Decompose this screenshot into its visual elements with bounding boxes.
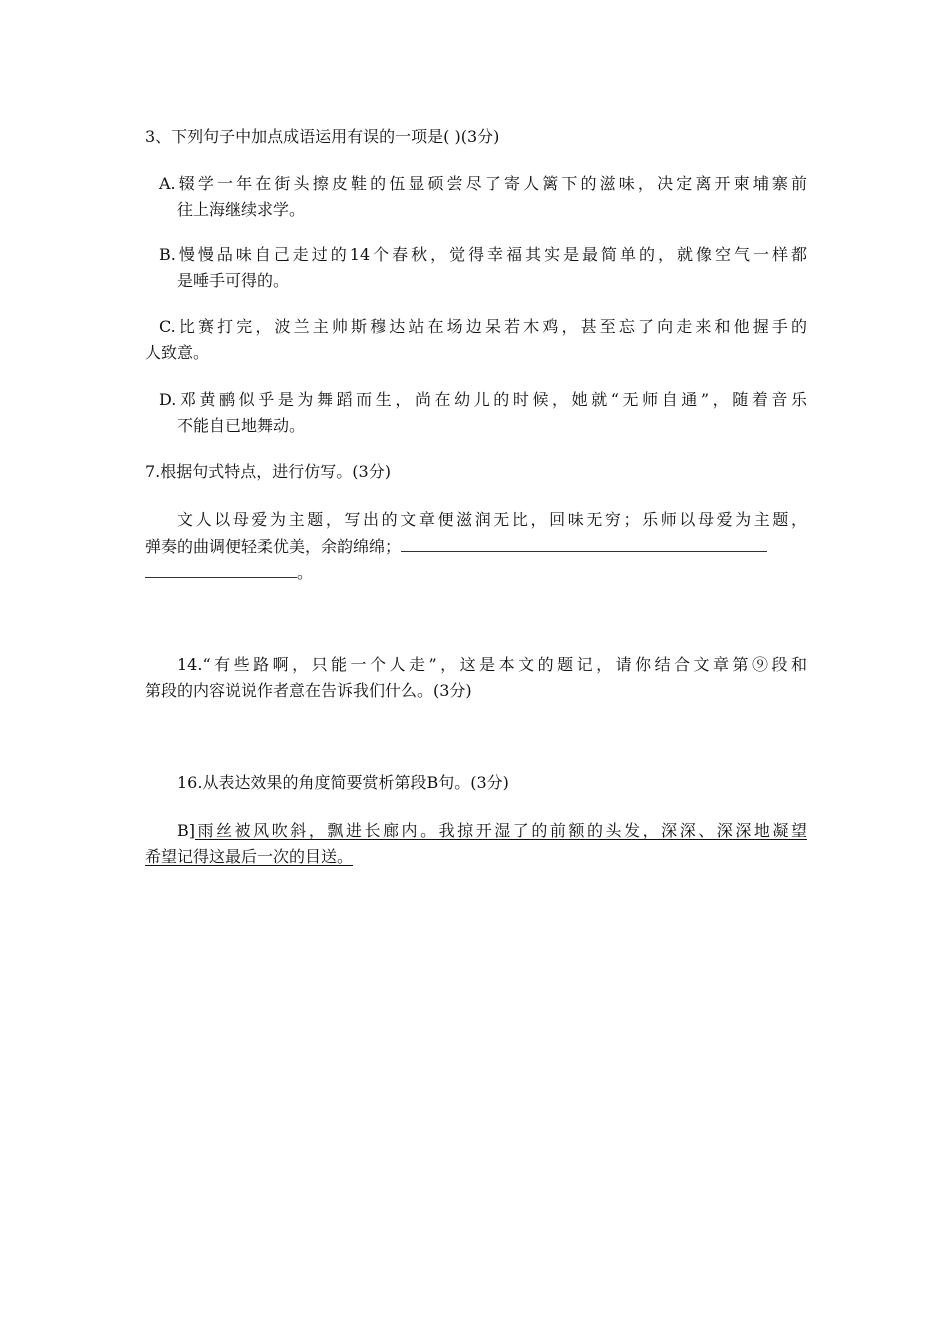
option-c: [145, 314, 807, 366]
question-16-quote-line-1: [145, 818, 807, 844]
option-d-line-2: 不能自已地舞动。: [177, 416, 306, 435]
question-7-body-text: 弹奏的曲调便轻柔优美，余韵绵绵；: [145, 537, 402, 556]
question-14: [145, 652, 807, 704]
question-16: [145, 770, 807, 796]
question-3: [145, 124, 807, 150]
question-7-stem: 7.根据句式特点，进行仿写。(3分): [145, 462, 391, 481]
question-14-line-2: 第段的内容说说作者意在告诉我们什么。(3分): [145, 681, 472, 700]
question-7-body-line-2: [145, 533, 807, 559]
option-a-line-1: A.辍学一年在街头擦皮鞋的伍显硕尝尽了寄人篱下的滋味，决定离开柬埔寨前: [159, 174, 807, 193]
exam-page: [145, 0, 807, 1344]
quote-sentence-b: 雨丝被风吹斜，飘进长廊内。我掠开湿了的前额的头发，深深、深深地凝望: [195, 821, 807, 840]
option-c-line-1: C.比赛打完，波兰主帅斯穆达站在场边呆若木鸡，甚至忘了向走来和他握手的: [159, 317, 807, 336]
option-a: [145, 171, 807, 223]
answer-blank-2[interactable]: [145, 559, 297, 578]
option-c-line-2: 人致意。: [145, 343, 210, 362]
option-d: [145, 387, 807, 439]
question-7: [145, 459, 807, 485]
question-7-body-line-3: [145, 559, 807, 585]
option-b: [145, 242, 807, 294]
option-a-line-2: 往上海继续求学。: [177, 200, 306, 219]
question-16-quote-line-2: [145, 844, 807, 870]
option-b-line-1: B.慢慢品味自己走过的14个春秋，觉得幸福其实是最简单的，就像空气一样都: [159, 245, 807, 264]
option-d-line-1: D.邓黄鹂似乎是为舞蹈而生，尚在幼儿的时候，她就“无师自通”，随着音乐: [159, 390, 807, 409]
answer-blank-1[interactable]: [401, 533, 767, 552]
question-14-line-1: 14.“有些路啊，只能一个人走”，这是本文的题记，请你结合文章第⑨段和: [177, 655, 807, 674]
option-b-line-2: 是唾手可得的。: [177, 271, 290, 290]
question-3-stem: 3、下列句子中加点成语运用有误的一项是( )(3分): [145, 127, 500, 146]
question-7-body-end: 。: [297, 563, 314, 582]
question-7-body: [145, 507, 807, 585]
quote-sentence-b-cont: 希望记得这最后一次的目送。: [145, 847, 354, 866]
question-7-body-line-1: 文人以母爱为主题，写出的文章便滋润无比，回味无穷；乐师以母爱为主题，: [177, 510, 807, 529]
question-16-quote: [145, 818, 807, 870]
question-16-stem: 16.从表达效果的角度简要赏析第段B句。(3分): [177, 773, 509, 792]
quote-prefix: B]: [177, 821, 195, 840]
